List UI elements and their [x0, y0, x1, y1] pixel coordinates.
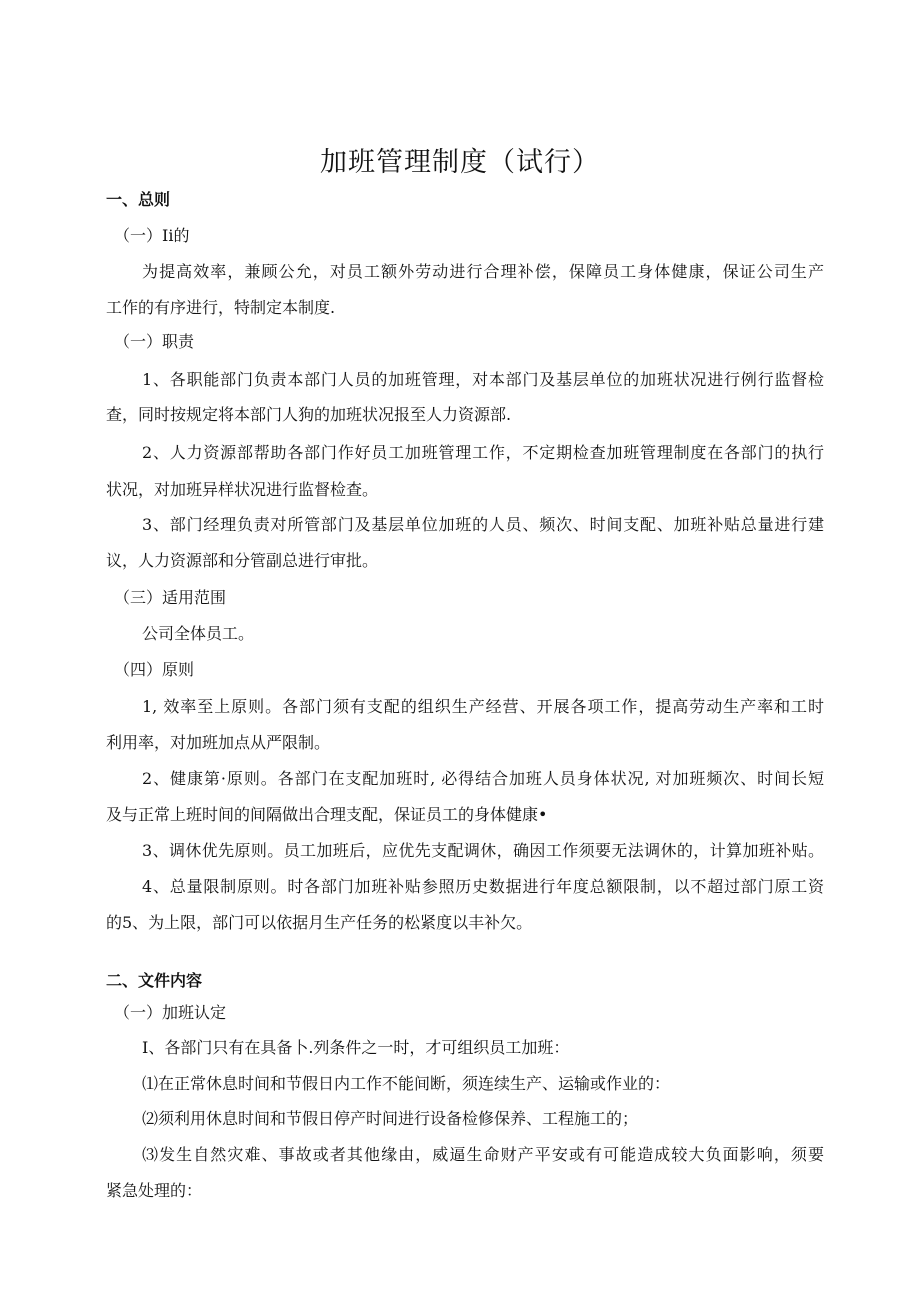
subsection-heading-duties: （一）职责 — [114, 332, 195, 351]
list-item: ⑴在正常休息时间和节假日内工作不能间断，须连续生产、运输或作业的： — [142, 1074, 671, 1093]
paragraph-line: 利用率，对加班加点从严限制。 — [106, 733, 331, 752]
paragraph-line: 紧急处理的： — [106, 1181, 203, 1200]
list-item: ⑵须利用休息时间和节假日停产时间进行设备检修保养、工程施工的； — [142, 1109, 639, 1128]
document-title: 加班管理制度（试行） — [320, 147, 600, 178]
list-item: ⑶发生自然灾难、事故或者其他缘由，威逼生命财产平安或有可能造成较大负面影响，须要 — [142, 1145, 824, 1164]
section-heading-content: 二、文件内容 — [106, 971, 203, 990]
paragraph-line: 1, 效率至上原则。各部门须有支配的组织生产经营、开展各项工作，提高劳动生产率和工时 — [142, 697, 824, 716]
subsection-heading-principles: （四）原则 — [114, 660, 195, 679]
paragraph-line: 3、调休优先原则。员工加班后，应优先支配调休，确因工作须要无法调休的，计算加班补贴。 — [142, 841, 824, 860]
subsection-heading-overtime-definition: （一）加班认定 — [114, 1003, 227, 1022]
paragraph-line: 3、部门经理负责对所管部门及基层单位加班的人员、频次、时间支配、加班补贴总量进行建 — [142, 515, 824, 534]
paragraph-line: 4、总量限制原则。时各部门加班补贴参照历史数据进行年度总额限制，以不超过部门原工资 — [142, 877, 824, 896]
paragraph-line: 2、人力资源部帮助各部门作好员工加班管理工作，不定期检查加班管理制度在各部门的执行 — [142, 443, 824, 462]
subsection-heading-purpose: （一）Ii的 — [114, 226, 190, 245]
paragraph-line: 状况，对加班异样状况进行监督检查。 — [106, 480, 379, 499]
paragraph-line: I、各部门只有在具备卜.列条件之一时，才可组织员工加班： — [142, 1038, 570, 1057]
paragraph-line: 议，人力资源部和分管副总进行审批。 — [106, 551, 379, 570]
paragraph-line: 公司全体员工。 — [142, 624, 255, 643]
paragraph-line: 工作的有序进行，特制定本制度. — [106, 298, 336, 317]
paragraph-line: 的5、为上限，部门可以依据月生产任务的松紧度以丰补欠。 — [106, 913, 533, 932]
paragraph-line: 2、健康第·原则。各部门在支配加班时, 必得结合加班人员身体状况, 对加班频次、时间长短 — [142, 769, 824, 788]
paragraph-line: 查，同时按规定将本部门人狗的加班状况报至人力资源部. — [106, 405, 512, 424]
subsection-heading-scope: （三）适用范围 — [114, 588, 227, 607]
paragraph-line: 为提高效率，兼顾公允，对员工额外劳动进行合理补偿，保障员工身体健康，保证公司生产 — [142, 262, 824, 281]
section-heading-general: 一、总则 — [106, 190, 171, 209]
paragraph-line: 1、各职能部门负责本部门人员的加班管理，对本部门及基层单位的加班状况进行例行监督检 — [142, 370, 824, 389]
paragraph-line: 及与正常上班时间的间隔做出合理支配，保证员工的身体健康• — [106, 805, 548, 824]
